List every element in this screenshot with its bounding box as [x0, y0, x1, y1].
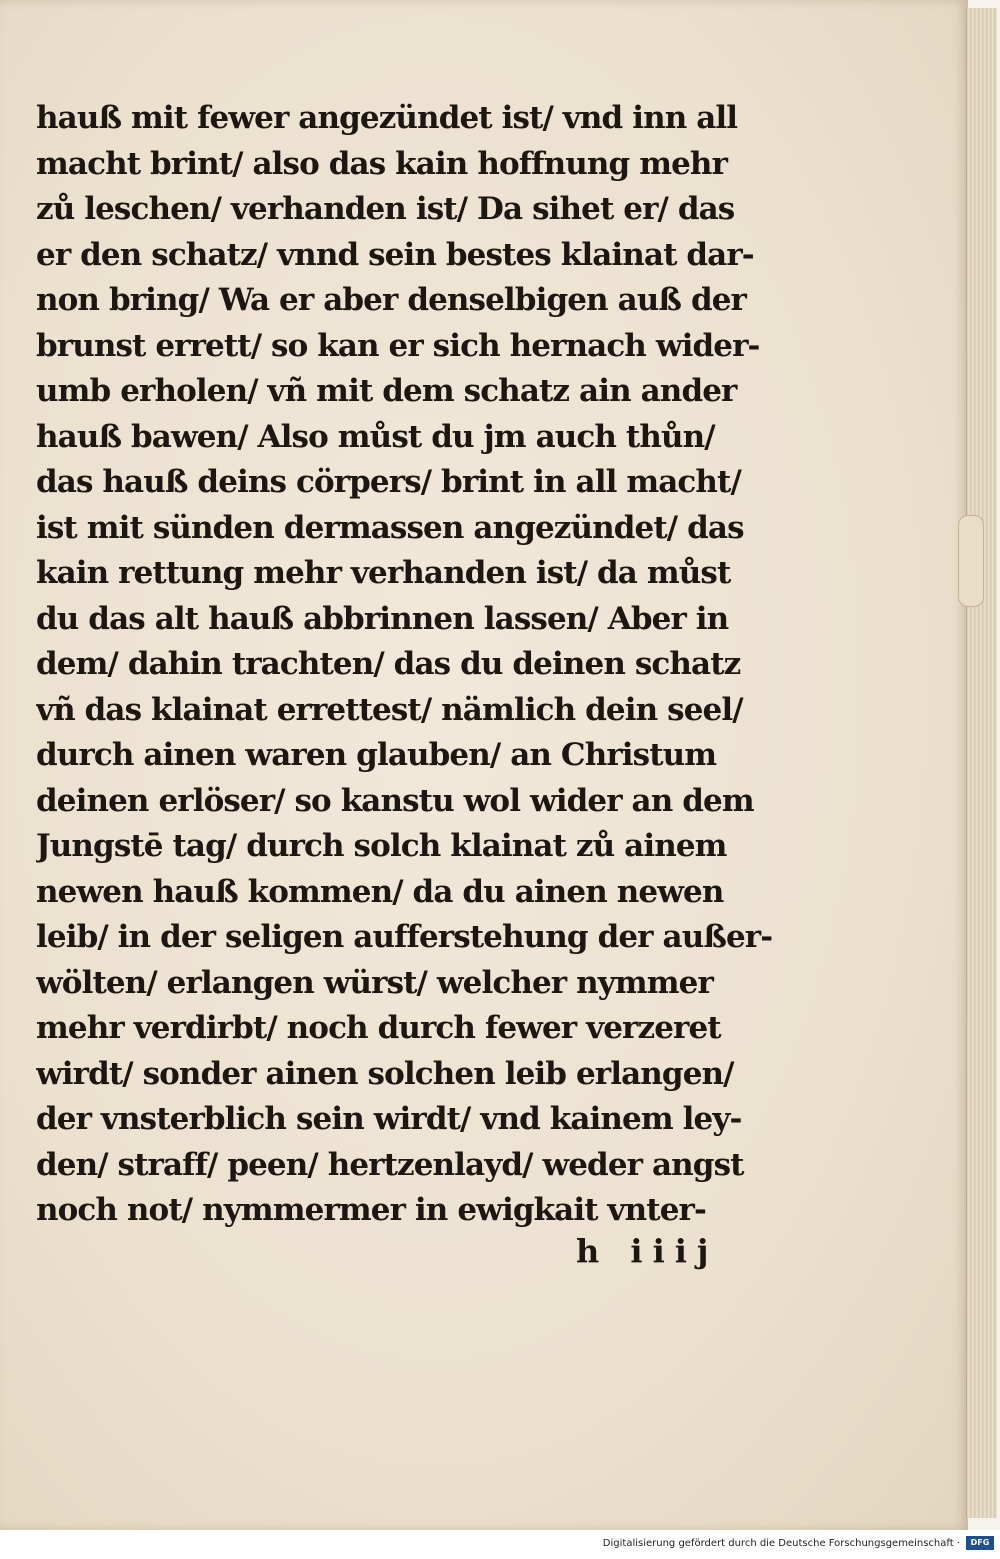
text-line: non bring/ Wa er aber denselbigen auß der — [36, 282, 746, 318]
text-line: den/ straff/ peen/ hertzenlayd/ weder angst — [36, 1146, 744, 1183]
footer-bar — [0, 1530, 1000, 1559]
page-edges — [966, 8, 997, 1518]
text-line: das hauß deins cörpers/ brint in all macht/ — [36, 464, 741, 500]
text-block — [36, 96, 806, 1234]
text-line: Jungstē tag/ durch solch klainat zů ainem — [36, 828, 727, 864]
text-line: vñ das klainat errettest/ nämlich dein seel/ — [36, 691, 743, 728]
text-line: der vnsterblich sein wirdt/ vnd kainem ley- — [36, 1101, 742, 1137]
text-line: wölten/ erlangen würst/ welcher nymmer — [36, 964, 713, 1001]
fore-edge-tab — [958, 515, 984, 607]
text-line: noch not/ nymmermer in ewigkait vnter- — [36, 1192, 706, 1228]
text-line: dem/ dahin trachten/ das du deinen schatz — [36, 646, 741, 682]
signature-mark: h iiij — [576, 1232, 719, 1270]
text-line: deinen erlöser/ so kanstu wol wider an dem — [36, 782, 754, 819]
text-line: umb erholen/ vñ mit dem schatz ain ander — [36, 373, 737, 409]
text-line: macht brint/ also das kain hoffnung mehr — [36, 145, 728, 182]
text-line: du das alt hauß abbrinnen lassen/ Aber in — [36, 600, 729, 637]
text-line: er den schatz/ vnnd sein bestes klainat dar- — [36, 236, 754, 273]
text-line: brunst errett/ so kan er sich hernach wider- — [36, 327, 760, 364]
text-line: hauß mit fewer angezündet ist/ vnd inn all — [36, 100, 738, 136]
text-line: zů leschen/ verhanden ist/ Da sihet er/ das — [36, 191, 735, 227]
text-line: ist mit sünden dermassen angezündet/ das — [36, 509, 744, 546]
dfg-logo-icon: DFG — [966, 1536, 994, 1550]
text-line: kain rettung mehr verhanden ist/ da můst — [36, 555, 731, 591]
text-line: wirdt/ sonder ainen solchen leib erlangen/ — [36, 1055, 734, 1092]
text-line: mehr verdirbt/ noch durch fewer verzeret — [36, 1010, 721, 1046]
text-line: durch ainen waren glauben/ an Christum — [36, 737, 717, 773]
funding-note: Digitalisierung gefördert durch die Deutsche Forschungsgemeinschaft · — [602, 1538, 960, 1549]
text-line: hauß bawen/ Also můst du jm auch thůn/ — [36, 418, 715, 455]
text-line: newen hauß kommen/ da du ainen newen — [36, 873, 724, 910]
text-line: leib/ in der seligen aufferstehung der außer- — [36, 919, 773, 955]
